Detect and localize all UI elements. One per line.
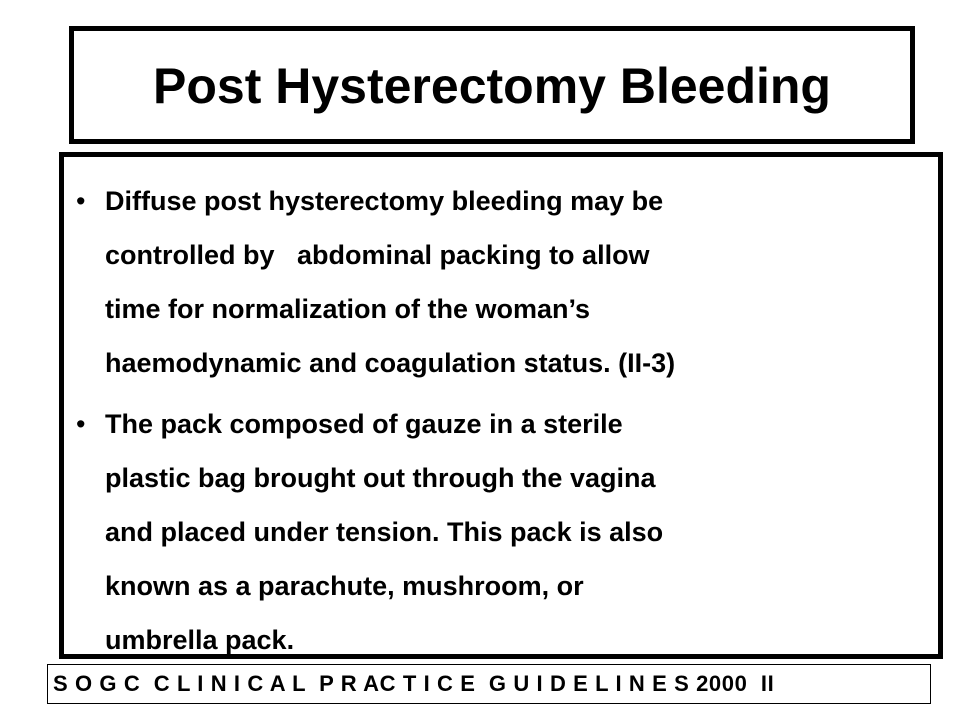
footer-box: [47, 664, 931, 704]
bullet-item: [76, 174, 926, 390]
bullet-dot-icon: •: [76, 409, 86, 439]
bullet-line: haemodynamic and coagulation status. (II-3): [105, 348, 676, 378]
bullet-line: plastic bag brought out through the vagina: [105, 463, 656, 493]
bullet-line: known as a parachute, mushroom, or: [105, 571, 584, 601]
bullet-line: The pack composed of gauze in a sterile: [105, 409, 623, 439]
content-box: [59, 152, 943, 659]
bullet-line: time for normalization of the woman’s: [105, 294, 591, 324]
bullet-list: [76, 174, 926, 667]
footer-text: S O G C C L I N I C A L P R AC T I C E G U I D E L I N E S 2000 II: [53, 671, 775, 696]
bullet-line: and placed under tension. This pack is also: [105, 517, 664, 547]
bullet-line: controlled by abdominal packing to allow: [105, 240, 650, 270]
bullet-dot-icon: •: [76, 186, 86, 216]
bullet-line: umbrella pack.: [105, 625, 295, 655]
slide-title: Post Hysterectomy Bleeding: [153, 58, 831, 114]
bullet-item: [76, 397, 926, 667]
bullet-line: Diffuse post hysterectomy bleeding may be: [105, 186, 664, 216]
title-box: [69, 26, 915, 144]
